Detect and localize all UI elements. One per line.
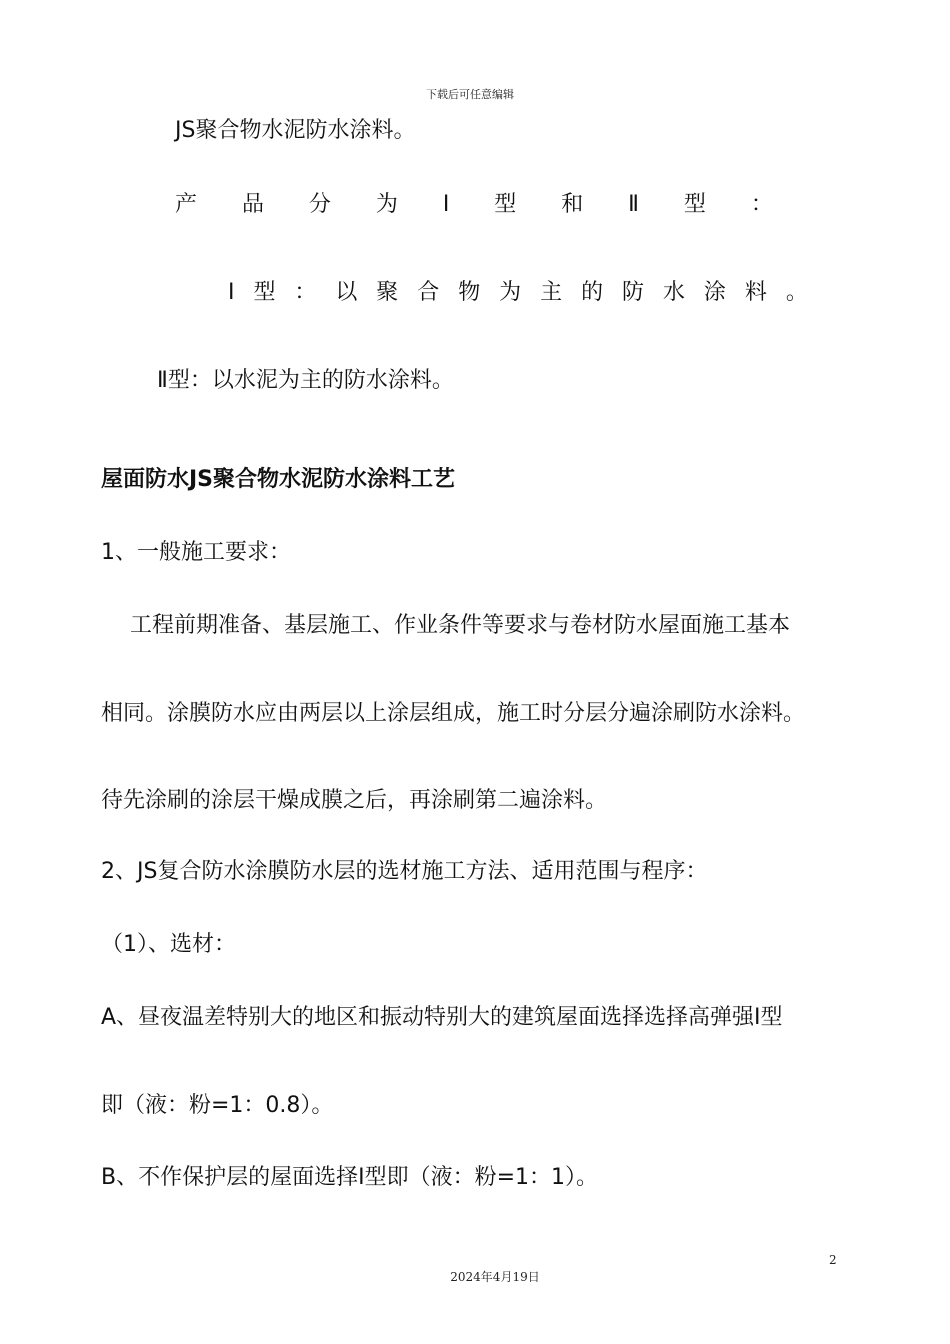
char: 品: [241, 192, 264, 217]
char: 聚: [376, 280, 399, 305]
text-line-1: JS聚合物水泥防水涂料。: [175, 118, 416, 143]
char: 的: [581, 280, 604, 305]
char: 合: [417, 280, 440, 305]
page-footer-date: 2024年4月19日: [450, 1270, 540, 1284]
section-heading: 屋面防水JS聚合物水泥防水涂料工艺: [101, 467, 456, 492]
page-number: 2: [829, 1253, 837, 1267]
text-line-product-types: [175, 190, 773, 220]
page-header: 下载后可任意编辑: [426, 88, 514, 101]
list-item-a: A、昼夜温差特别大的地区和振动特别大的建筑屋面选择选择高弹强Ⅰ型: [101, 1005, 783, 1030]
char: 分: [308, 192, 331, 217]
char: 产: [175, 192, 198, 217]
char: 。: [785, 280, 808, 305]
char: ：: [294, 280, 317, 305]
subsection-2-1-title: （1）、选材：: [101, 932, 236, 957]
list-item-a-cont: 即（液：粉=1：0.8）。: [101, 1093, 334, 1118]
char: 以: [335, 280, 358, 305]
list-item-b: B、不作保护层的屋面选择Ⅰ型即（液：粉=1：1）。: [101, 1165, 599, 1190]
char: 和: [561, 192, 584, 217]
char: 主: [540, 280, 563, 305]
char: 水: [662, 280, 685, 305]
subsection-1-title: 1、一般施工要求：: [101, 540, 291, 565]
char: 物: [458, 280, 481, 305]
paragraph-line: 工程前期准备、基层施工、作业条件等要求与卷材防水屋面施工基本: [130, 613, 791, 638]
char: ：: [750, 192, 773, 217]
paragraph-line: 相同。涂膜防水应由两层以上涂层组成，施工时分层分遍涂刷防水涂料。: [101, 701, 806, 726]
subsection-2-title: 2、JS复合防水涂膜防水层的选材施工方法、适用范围与程序：: [101, 859, 708, 884]
char: 型: [253, 280, 276, 305]
char: 涂: [703, 280, 726, 305]
text-line-type-2: Ⅱ型：以水泥为主的防水涂料。: [157, 368, 454, 393]
char: Ⅰ: [228, 280, 235, 305]
text-line-type-1: [228, 278, 808, 308]
char: Ⅱ: [628, 192, 639, 217]
char: 为: [375, 192, 398, 217]
char: 料: [744, 280, 767, 305]
char: 型: [494, 192, 517, 217]
char: 型: [683, 192, 706, 217]
paragraph-line: 待先涂刷的涂层干燥成膜之后，再涂刷第二遍涂料。: [101, 788, 608, 813]
char: 防: [622, 280, 645, 305]
char: Ⅰ: [442, 192, 450, 217]
char: 为: [499, 280, 522, 305]
